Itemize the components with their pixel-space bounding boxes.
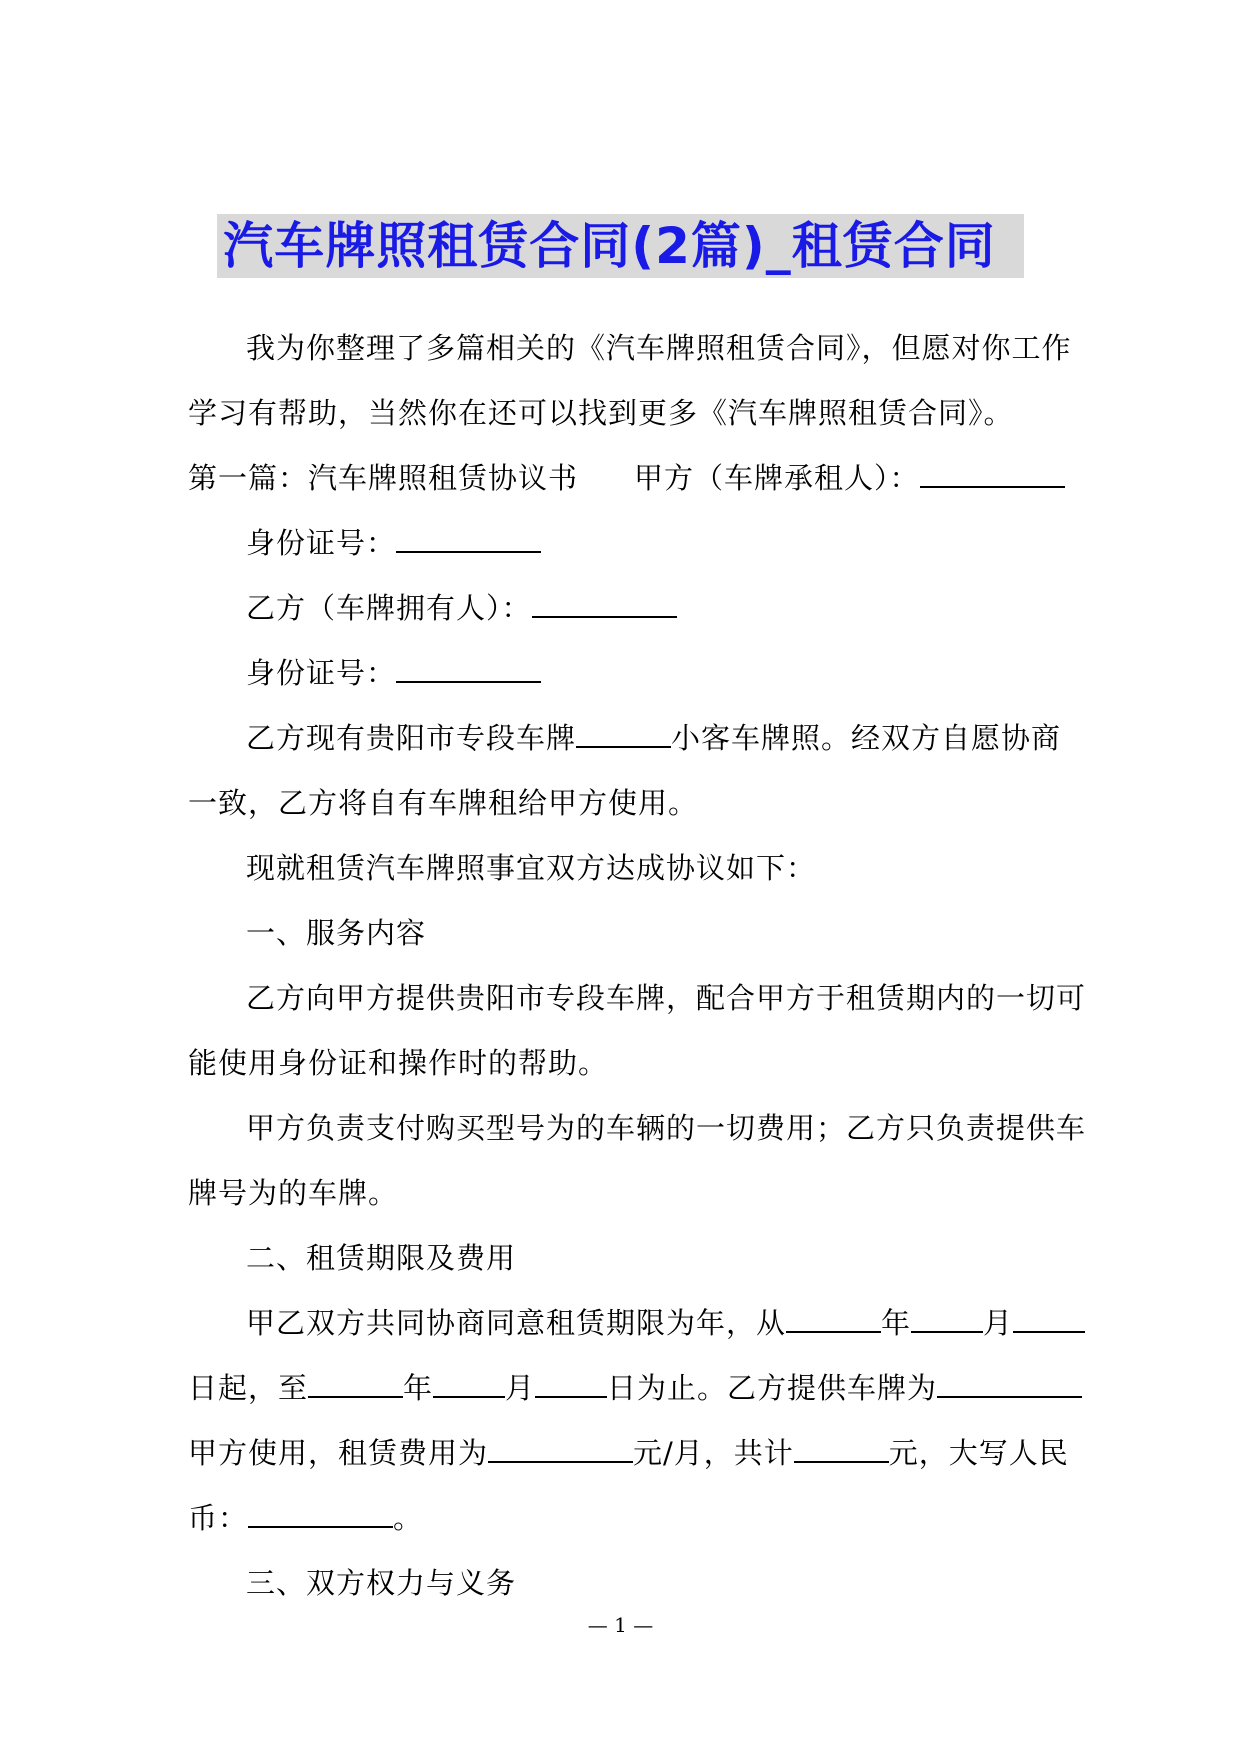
- month-label: 月: [505, 1371, 536, 1405]
- section-1-para-2-line-1: 甲方负责支付购买型号为的车辆的一切费用；乙方只负责提供车: [246, 1111, 1087, 1145]
- monthly-fee-blank: [488, 1437, 633, 1463]
- end-day-blank: [535, 1372, 607, 1398]
- section-2-line-3: [188, 1421, 1069, 1486]
- page-number: — 1 —: [587, 1613, 654, 1637]
- period-mark: 。: [393, 1501, 424, 1535]
- year-label: 年: [403, 1371, 434, 1405]
- intro-line-1: 我为你整理了多篇相关的《汽车牌照租赁合同》，但愿对你工作: [246, 331, 1072, 365]
- part1-heading-line: [188, 446, 1058, 511]
- section-1-heading: 一、服务内容: [246, 916, 427, 950]
- plate-provided-blank: [937, 1372, 1082, 1398]
- agreement-line: 现就租赁汽车牌照事宜双方达成协议如下：: [246, 851, 817, 885]
- total-text: 元/月，共计: [633, 1436, 794, 1470]
- party-b-label: 乙方（车牌拥有人）：: [246, 591, 532, 625]
- section-2-heading: 二、租赁期限及费用: [246, 1241, 517, 1275]
- id-label: 身份证号：: [246, 526, 397, 560]
- section-3-heading: 三、双方权力与义务: [246, 1566, 517, 1600]
- year-label: 年: [881, 1306, 912, 1340]
- party-b-blank: [532, 592, 677, 618]
- intro-line-2: 学习有帮助，当然你在还可以找到更多《汽车牌照租赁合同》。: [188, 396, 1014, 430]
- section-1-para-2-line-2: 牌号为的车牌。: [188, 1176, 399, 1210]
- section-1-para-1-line-1: 乙方向甲方提供贵阳市专段车牌，配合甲方于租赁期内的一切可: [246, 981, 1087, 1015]
- party-a-id-line: [188, 511, 1058, 576]
- party-a-label: 甲方（车牌承租人）：: [634, 461, 920, 495]
- total-blank: [794, 1437, 889, 1463]
- day-from-text: 日起，至: [188, 1371, 309, 1405]
- party-b-line: [188, 576, 1058, 641]
- section-1-para-1-line-2: 能使用身份证和操作时的帮助。: [188, 1046, 609, 1080]
- start-year-blank: [786, 1307, 881, 1333]
- plate-line-2: 一致，乙方将自有车牌租给甲方使用。: [188, 786, 699, 820]
- section-2-line-1: [188, 1291, 1058, 1356]
- document-title: 汽车牌照租赁合同(2篇)_租赁合同: [217, 214, 1024, 278]
- id-label: 身份证号：: [246, 656, 397, 690]
- plate-text-post: 小客车牌照。经双方自愿协商: [671, 721, 1062, 755]
- currency-text: 币：: [188, 1501, 249, 1535]
- plate-blank: [576, 722, 671, 748]
- start-day-blank: [1013, 1307, 1085, 1333]
- amount-words-blank: [248, 1502, 393, 1528]
- party-a-blank: [920, 462, 1065, 488]
- document-body: [188, 316, 1087, 1616]
- rmb-text: 元，大写人民: [888, 1436, 1069, 1470]
- section-2-line-2: [188, 1356, 1058, 1421]
- plate-line-1: [188, 706, 1062, 771]
- term-text: 甲乙双方共同协商同意租赁期限为年，从: [246, 1306, 787, 1340]
- party-b-id-line: [188, 641, 1058, 706]
- start-month-blank: [911, 1307, 983, 1333]
- end-year-blank: [308, 1372, 403, 1398]
- fee-text: 甲方使用，租赁费用为: [188, 1436, 489, 1470]
- until-text: 日为止。乙方提供车牌为: [607, 1371, 938, 1405]
- month-label: 月: [983, 1306, 1014, 1340]
- party-b-id-blank: [396, 657, 541, 683]
- party-a-id-blank: [396, 527, 541, 553]
- end-month-blank: [433, 1372, 505, 1398]
- section-2-line-4: [188, 1486, 1058, 1551]
- plate-text-pre: 乙方现有贵阳市专段车牌: [246, 721, 577, 755]
- part1-heading: 第一篇：汽车牌照租赁协议书: [188, 461, 579, 495]
